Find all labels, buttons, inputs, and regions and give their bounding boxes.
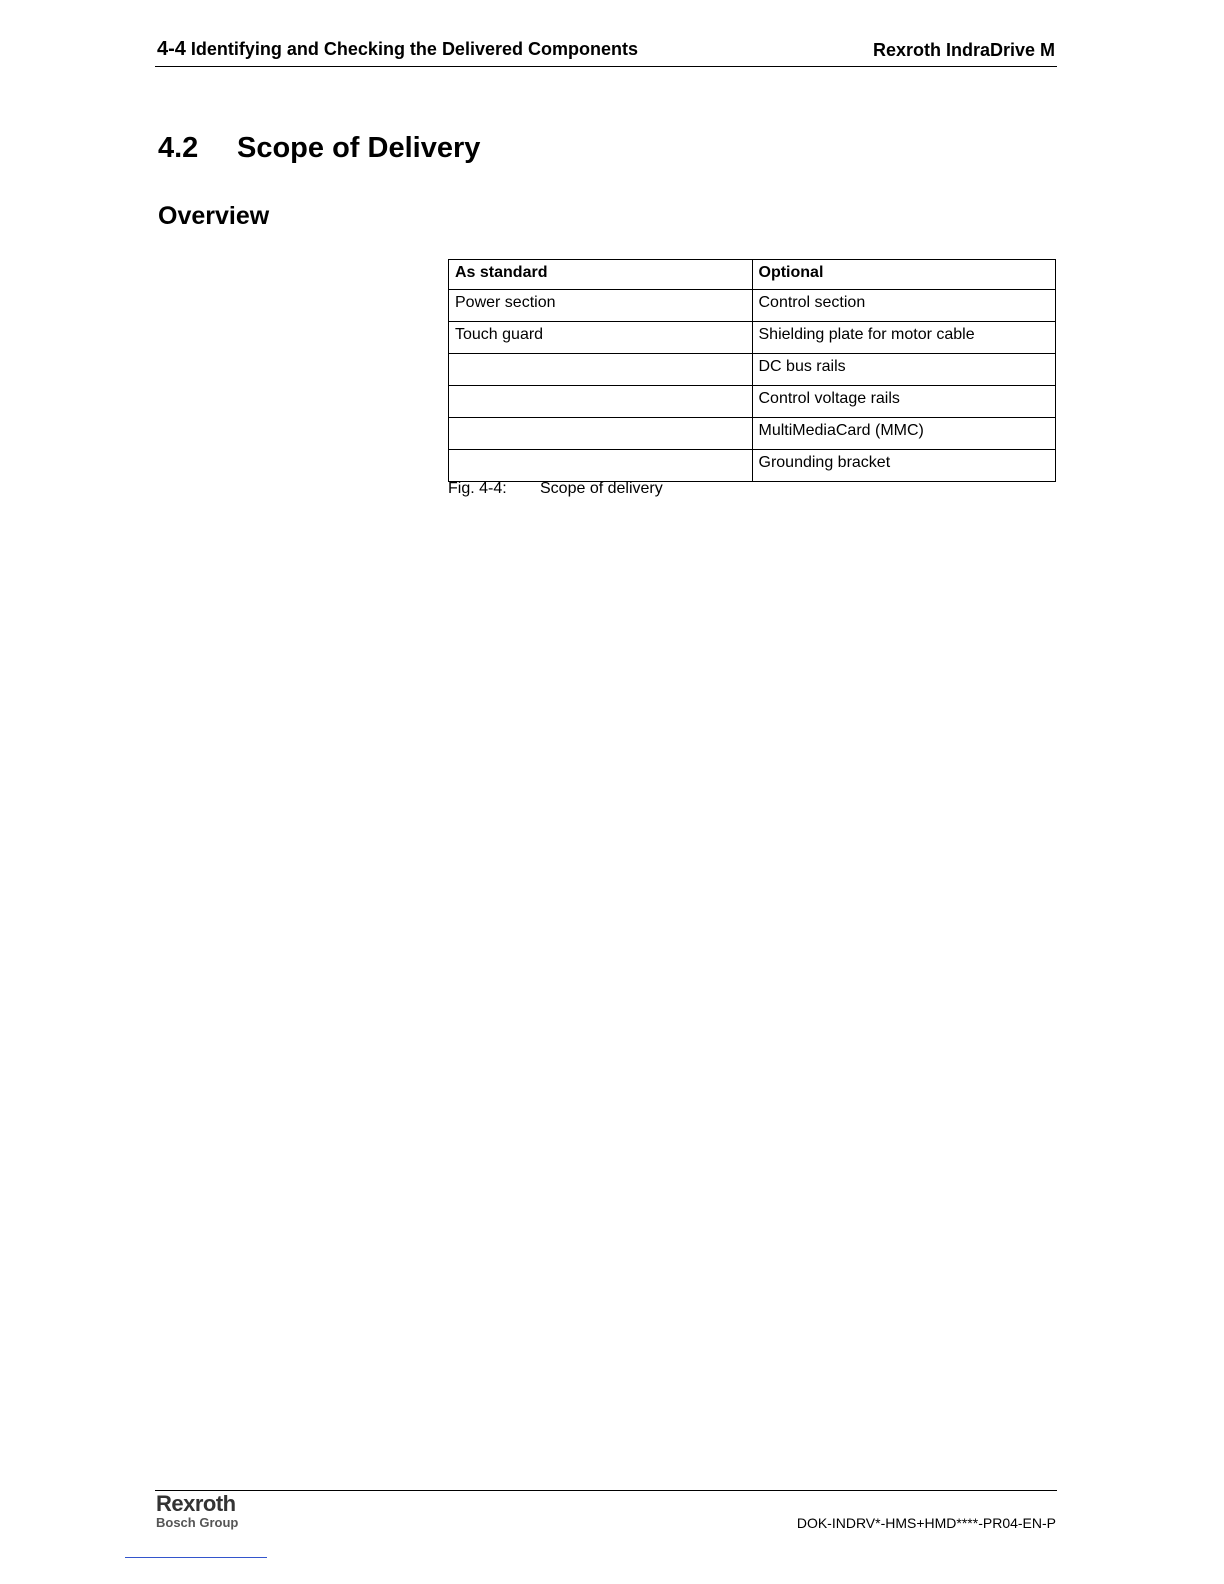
table-cell: Grounding bracket — [752, 450, 1056, 482]
caption-text: Scope of delivery — [540, 480, 663, 497]
table-row — [449, 418, 1056, 450]
table-row — [449, 290, 1056, 322]
page-header — [155, 36, 1057, 67]
footer-divider — [155, 1490, 1057, 1491]
section-number: 4.2 — [158, 132, 199, 164]
table-cell: Control voltage rails — [752, 386, 1056, 418]
header-left — [157, 38, 638, 61]
footer-link-line — [125, 1557, 267, 1558]
table-cell — [449, 418, 753, 450]
rexroth-logo — [156, 1492, 238, 1530]
table-row — [449, 354, 1056, 386]
figure-number: Fig. 4-4: — [448, 480, 507, 497]
scope-of-delivery-table — [448, 259, 1056, 482]
table-cell: Power section — [449, 290, 753, 322]
table-row — [449, 450, 1056, 482]
table-cell: Touch guard — [449, 322, 753, 354]
subsection-heading: Overview — [158, 202, 270, 230]
page-number: 4-4 — [157, 38, 186, 60]
column-header-standard: As standard — [449, 260, 753, 290]
figure-caption — [448, 480, 663, 498]
table-header-row — [449, 260, 1056, 290]
logo-group: Bosch Group — [156, 1515, 239, 1530]
section-heading — [158, 132, 480, 165]
logo-brand: Rexroth — [156, 1491, 236, 1516]
chapter-title: Identifying and Checking the Delivered Components — [190, 39, 638, 59]
table-row — [449, 322, 1056, 354]
product-name: Rexroth IndraDrive M — [872, 40, 1055, 60]
table-row — [449, 386, 1056, 418]
table-cell — [449, 354, 753, 386]
table-cell: DC bus rails — [752, 354, 1056, 386]
section-title: Scope of Delivery — [237, 132, 481, 164]
table-cell: MultiMediaCard (MMC) — [752, 418, 1056, 450]
table-cell — [449, 386, 753, 418]
document-id: DOK-INDRV*-HMS+HMD****-PR04-EN-P — [796, 1515, 1056, 1531]
table-cell: Shielding plate for motor cable — [752, 322, 1056, 354]
table-cell: Control section — [752, 290, 1056, 322]
table-cell — [449, 450, 753, 482]
column-header-optional: Optional — [752, 260, 1056, 290]
